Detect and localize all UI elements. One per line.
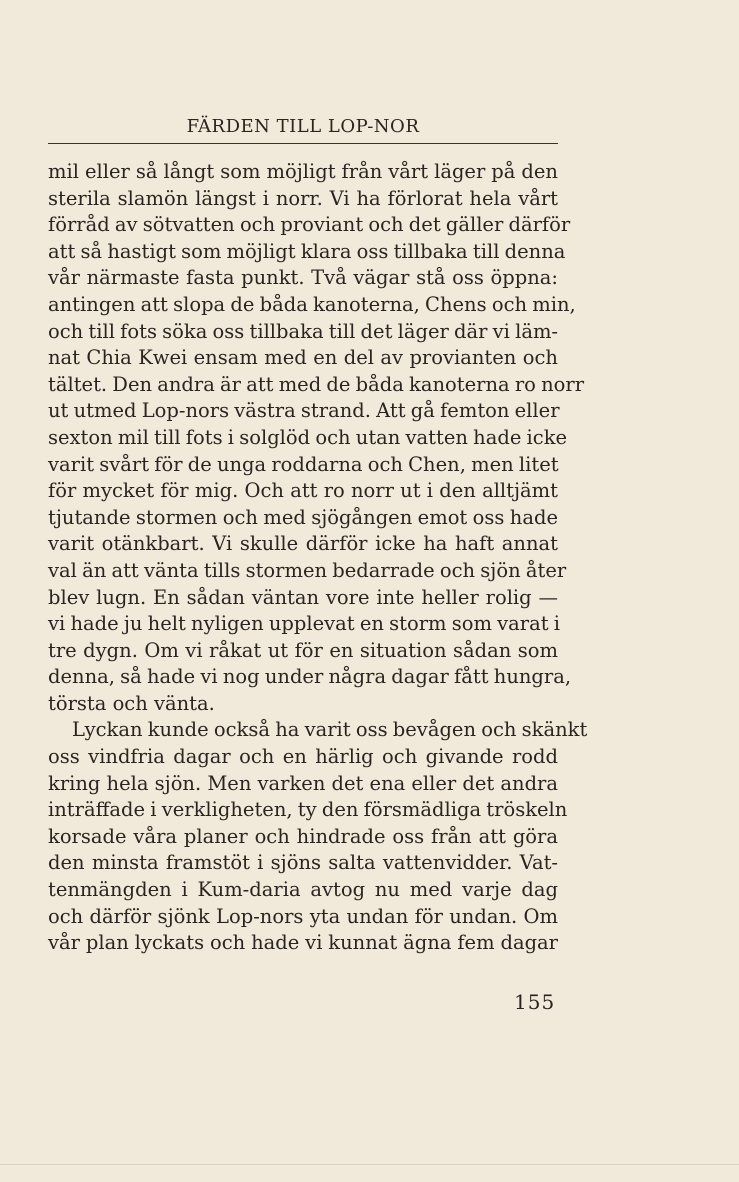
text-line: tjutande stormen och med sjögången emot oss hade (48, 505, 558, 529)
page-number: 155 (514, 990, 556, 1014)
text-line: val än att vänta tills stormen bedarrade och sjön åter (48, 558, 567, 582)
text-line: kring hela sjön. Men varken det ena eller det andra (48, 771, 558, 795)
text-line: tältet. Den andra är att med de båda kanoterna ro norr (48, 372, 585, 396)
header-rule (48, 143, 558, 144)
text-line: blev lugn. En sådan väntan vore inte heller rolig — (48, 585, 558, 609)
text-line: och till fots söka oss tillbaka till det läger där vi läm- (48, 319, 559, 343)
text-line: törsta och vänta. (48, 691, 215, 715)
text-line: inträffade i verkligheten, ty den försmädliga tröskeln (48, 798, 568, 822)
text-line: vår plan lyckats och hade vi kunnat ägna fem dagar (48, 931, 558, 955)
text-line: ut utmed Lop-nors västra strand. Att gå femton eller (48, 399, 560, 423)
running-header: FÄRDEN TILL LOP-NOR (186, 116, 420, 137)
text-line: att så hastigt som möjligt klara oss tillbaka till denna (48, 239, 566, 263)
text-line: antingen att slopa de båda kanoterna, Chens och min, (48, 292, 576, 316)
text-line: denna, så hade vi nog under några dagar fått hungra, (48, 665, 572, 689)
text-line: den minsta framstöt i sjöns salta vattenvidder. Vat- (48, 851, 558, 875)
text-line: oss vindfria dagar och en härlig och givande rodd (48, 745, 558, 769)
text-line: tenmängden i Kum-daria avtog nu med varje dag (48, 878, 558, 902)
text-line: nat Chia Kwei ensam med en del av provianten och (48, 346, 558, 370)
page-edge-line (0, 1164, 739, 1165)
text-line: vår närmaste fasta punkt. Två vägar stå oss öppna: (48, 266, 558, 290)
text-line: varit svårt för de unga roddarna och Chen, men litet (48, 452, 559, 476)
text-line: vi hade ju helt nyligen upplevat en storm som varat i (48, 612, 561, 636)
text-line: och därför sjönk Lop-nors yta undan för undan. Om (48, 904, 558, 928)
text-line: varit otänkbart. Vi skulle därför icke ha haft annat (48, 532, 558, 556)
text-line: korsade våra planer och hindrade oss från att göra (48, 824, 558, 848)
text-line: sterila slamön längst i norr. Vi ha förlorat hela vårt (48, 186, 558, 210)
text-line: tre dygn. Om vi råkat ut för en situation sådan som (48, 638, 558, 662)
body-text (48, 159, 588, 957)
text-line: sexton mil till fots i solglöd och utan vatten hade icke (48, 425, 568, 449)
text-line: mil eller så långt som möjligt från vårt läger på den (48, 160, 558, 183)
text-line: för mycket för mig. Och att ro norr ut i den alltjämt (48, 479, 558, 503)
text-line: Lyckan kunde också ha varit oss bevågen och skänkt (72, 718, 588, 742)
text-line: förråd av sötvatten och proviant och det gäller därför (48, 213, 571, 237)
